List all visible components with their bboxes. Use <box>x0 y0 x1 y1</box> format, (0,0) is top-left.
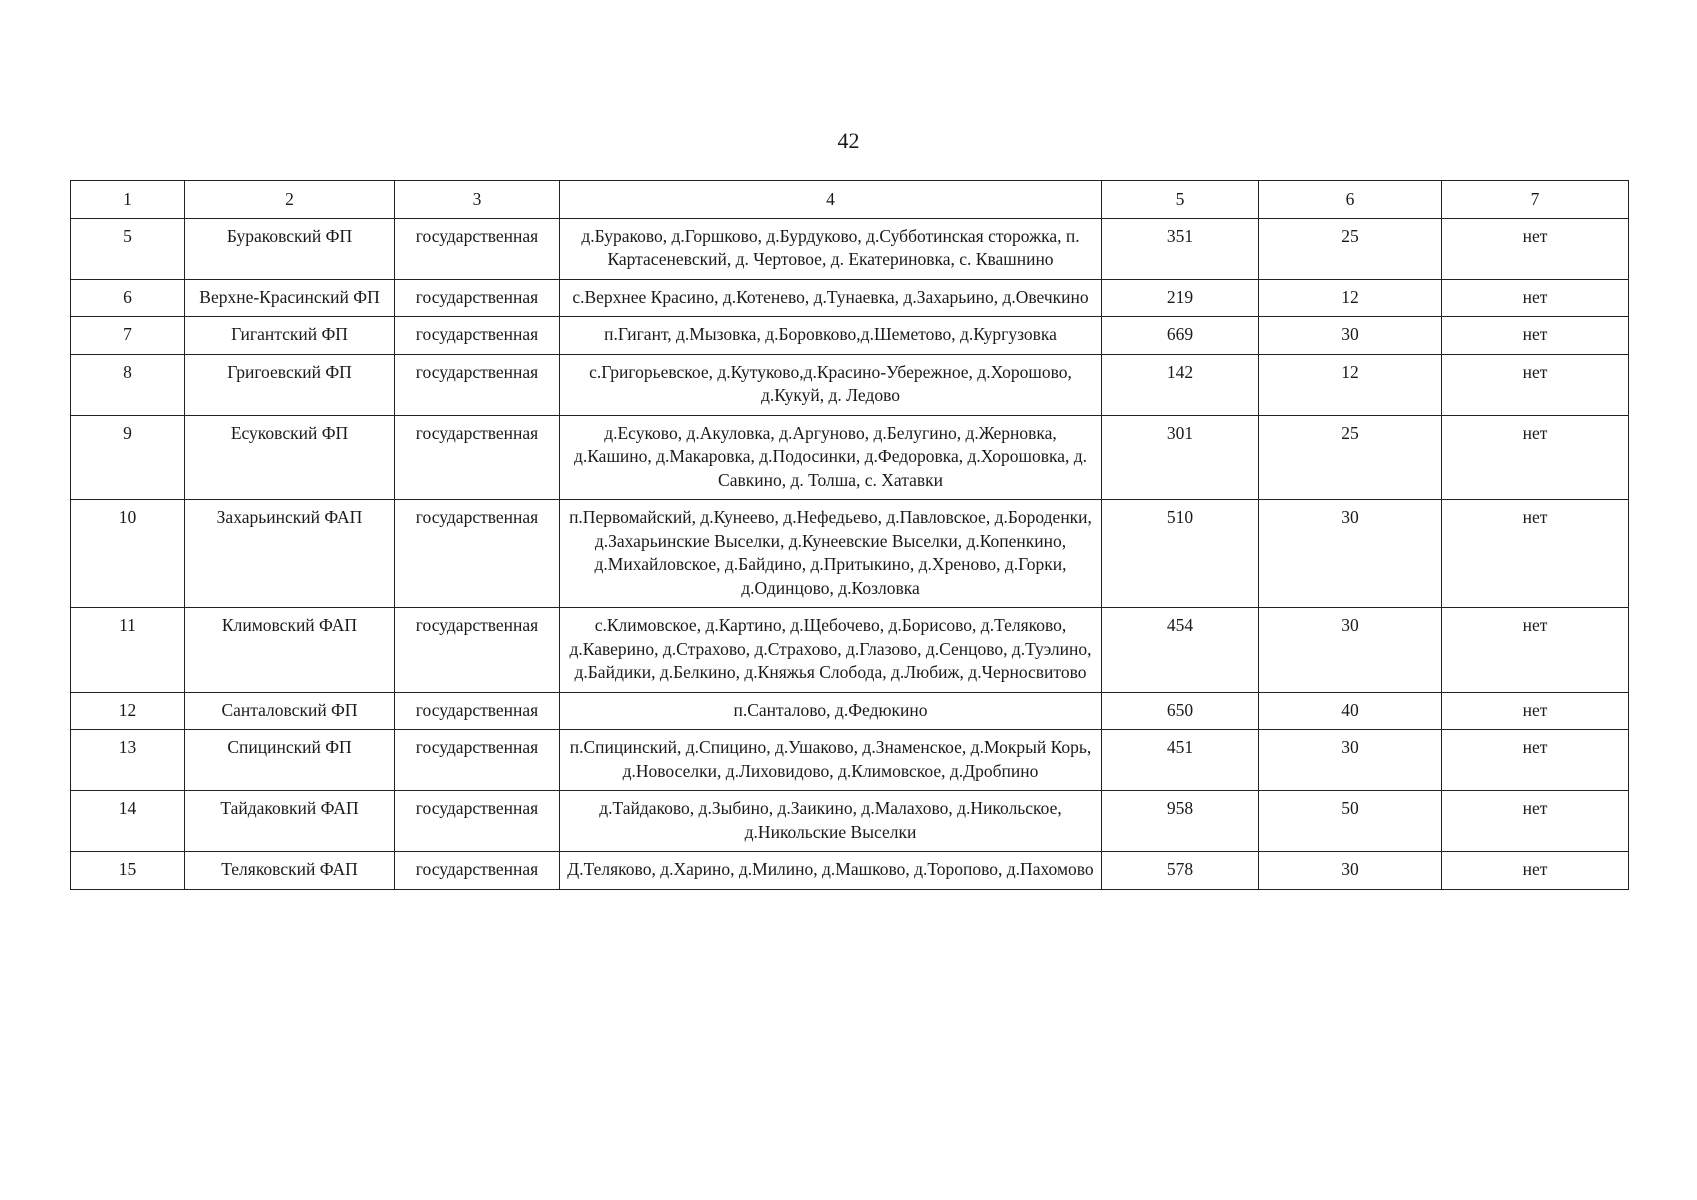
cell-col5-value: 351 <box>1102 218 1259 279</box>
page-number: 42 <box>837 128 860 153</box>
cell-col6-value: 12 <box>1259 354 1442 415</box>
cell-number: 5 <box>71 218 185 279</box>
table-body <box>71 218 1629 889</box>
table-row <box>71 692 1629 730</box>
cell-ownership: государственная <box>395 791 560 852</box>
cell-settlements: д.Бураково, д.Горшково, д.Бурдуково, д.Субботинская сторожка, п. Картасеневский, д. Чертовое, д. Екатериновка, с. Квашнино <box>560 218 1102 279</box>
cell-ownership: государственная <box>395 500 560 608</box>
cell-ownership: государственная <box>395 415 560 500</box>
cell-col5-value: 669 <box>1102 317 1259 355</box>
cell-facility-name: Верхне-Красинский ФП <box>185 279 395 317</box>
cell-ownership: государственная <box>395 608 560 693</box>
cell-col5-value: 451 <box>1102 730 1259 791</box>
cell-col6-value: 25 <box>1259 415 1442 500</box>
cell-col5-value: 301 <box>1102 415 1259 500</box>
cell-col5-value: 578 <box>1102 852 1259 890</box>
cell-col5-value: 958 <box>1102 791 1259 852</box>
cell-ownership: государственная <box>395 317 560 355</box>
cell-col6-value: 30 <box>1259 608 1442 693</box>
cell-settlements: п.Санталово, д.Федюкино <box>560 692 1102 730</box>
header-row <box>71 181 1629 219</box>
cell-col5-value: 142 <box>1102 354 1259 415</box>
cell-col7-value: нет <box>1442 500 1629 608</box>
cell-number: 14 <box>71 791 185 852</box>
cell-facility-name: Григоевский ФП <box>185 354 395 415</box>
table-row <box>71 317 1629 355</box>
table-row <box>71 608 1629 693</box>
header-cell-1: 1 <box>71 181 185 219</box>
header-cell-2: 2 <box>185 181 395 219</box>
cell-number: 9 <box>71 415 185 500</box>
table-row <box>71 354 1629 415</box>
cell-col5-value: 510 <box>1102 500 1259 608</box>
cell-facility-name: Тайдаковкий ФАП <box>185 791 395 852</box>
cell-number: 11 <box>71 608 185 693</box>
cell-col5-value: 454 <box>1102 608 1259 693</box>
cell-number: 6 <box>71 279 185 317</box>
cell-col6-value: 30 <box>1259 852 1442 890</box>
cell-settlements: с.Григорьевское, д.Кутуково,д.Красино-Убережное, д.Хорошово, д.Кукуй, д. Ледово <box>560 354 1102 415</box>
cell-number: 10 <box>71 500 185 608</box>
table-row <box>71 218 1629 279</box>
cell-facility-name: Спицинский ФП <box>185 730 395 791</box>
cell-col6-value: 30 <box>1259 317 1442 355</box>
cell-ownership: государственная <box>395 852 560 890</box>
cell-col5-value: 650 <box>1102 692 1259 730</box>
header-cell-5: 5 <box>1102 181 1259 219</box>
cell-settlements: д.Есуково, д.Акуловка, д.Аргуново, д.Белугино, д.Жерновка, д.Кашино, д.Макаровка, д.Подосинки, д.Федоровка, д.Хорошовка, д. Савкино, д. Толша, с. Хатавки <box>560 415 1102 500</box>
cell-number: 13 <box>71 730 185 791</box>
header-cell-7: 7 <box>1442 181 1629 219</box>
cell-facility-name: Есуковский ФП <box>185 415 395 500</box>
header-cell-3: 3 <box>395 181 560 219</box>
table-row <box>71 852 1629 890</box>
cell-ownership: государственная <box>395 279 560 317</box>
facilities-table <box>70 180 1629 890</box>
cell-col7-value: нет <box>1442 608 1629 693</box>
cell-settlements: с.Верхнее Красино, д.Котенево, д.Тунаевка, д.Захарьино, д.Овечкино <box>560 279 1102 317</box>
cell-facility-name: Теляковский ФАП <box>185 852 395 890</box>
cell-col6-value: 30 <box>1259 500 1442 608</box>
cell-number: 7 <box>71 317 185 355</box>
cell-col5-value: 219 <box>1102 279 1259 317</box>
cell-settlements: д.Тайдаково, д.Зыбино, д.Заикино, д.Малахово, д.Никольское, д.Никольские Выселки <box>560 791 1102 852</box>
cell-col7-value: нет <box>1442 852 1629 890</box>
header-cell-4: 4 <box>560 181 1102 219</box>
cell-col7-value: нет <box>1442 692 1629 730</box>
table-row <box>71 415 1629 500</box>
cell-col7-value: нет <box>1442 354 1629 415</box>
cell-col6-value: 30 <box>1259 730 1442 791</box>
cell-col6-value: 40 <box>1259 692 1442 730</box>
table-header <box>71 181 1629 219</box>
cell-facility-name: Бураковский ФП <box>185 218 395 279</box>
cell-ownership: государственная <box>395 354 560 415</box>
cell-ownership: государственная <box>395 218 560 279</box>
header-cell-6: 6 <box>1259 181 1442 219</box>
cell-settlements: с.Климовское, д.Картино, д.Щебочево, д.Борисово, д.Теляково, д.Каверино, д.Страхово, д.Страхово, д.Глазово, д.Сенцово, д.Туэлино, д.Байдики, д.Белкино, д.Княжья Слобода, д.Любиж, д.Черносвитово <box>560 608 1102 693</box>
cell-ownership: государственная <box>395 692 560 730</box>
table-row <box>71 730 1629 791</box>
cell-col7-value: нет <box>1442 415 1629 500</box>
cell-facility-name: Захарьинский ФАП <box>185 500 395 608</box>
cell-settlements: п.Первомайский, д.Кунеево, д.Нефедьево, д.Павловское, д.Бороденки, д.Захарьинские Выселки, д.Кунеевские Выселки, д.Копенкино, д.Михайловское, д.Байдино, д.Притыкино, д.Хреново, д.Горки, д.Одинцово, д.Козловка <box>560 500 1102 608</box>
cell-col7-value: нет <box>1442 218 1629 279</box>
cell-settlements: п.Спицинский, д.Спицино, д.Ушаково, д.Знаменское, д.Мокрый Корь, д.Новоселки, д.Лиховидово, д.Климовское, д.Дробпино <box>560 730 1102 791</box>
cell-col7-value: нет <box>1442 279 1629 317</box>
table-row <box>71 500 1629 608</box>
cell-settlements: Д.Теляково, д.Харино, д.Милино, д.Машково, д.Торопово, д.Пахомово <box>560 852 1102 890</box>
table-row <box>71 791 1629 852</box>
table-row <box>71 279 1629 317</box>
cell-number: 12 <box>71 692 185 730</box>
cell-ownership: государственная <box>395 730 560 791</box>
cell-col7-value: нет <box>1442 791 1629 852</box>
cell-number: 8 <box>71 354 185 415</box>
cell-col7-value: нет <box>1442 317 1629 355</box>
cell-col6-value: 25 <box>1259 218 1442 279</box>
cell-facility-name: Санталовский ФП <box>185 692 395 730</box>
cell-col7-value: нет <box>1442 730 1629 791</box>
cell-settlements: п.Гигант, д.Мызовка, д.Боровково,д.Шеметово, д.Кургузовка <box>560 317 1102 355</box>
cell-col6-value: 50 <box>1259 791 1442 852</box>
cell-facility-name: Гигантский ФП <box>185 317 395 355</box>
cell-facility-name: Климовский ФАП <box>185 608 395 693</box>
cell-number: 15 <box>71 852 185 890</box>
cell-col6-value: 12 <box>1259 279 1442 317</box>
